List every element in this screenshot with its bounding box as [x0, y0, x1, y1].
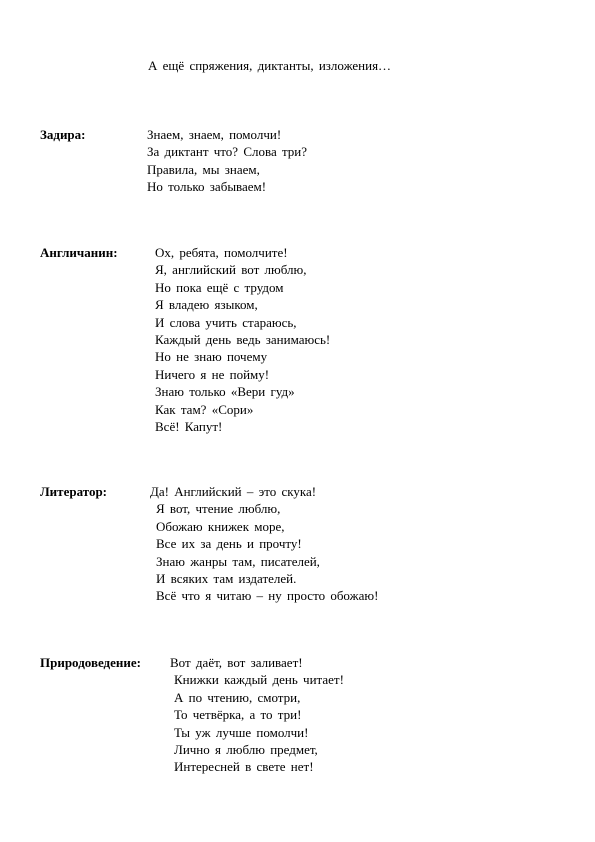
verse-line: Но только забываем!: [147, 179, 267, 195]
verse-line: Каждый день ведь занимаюсь!: [155, 332, 331, 348]
verse-lines: [147, 126, 307, 196]
verse-line: За диктант что? Слова три?: [147, 144, 308, 160]
verse-line: Я вот, чтение люблю,: [156, 501, 281, 517]
speaker-name: Задира:: [40, 127, 86, 142]
verse-line: Книжки каждый день читает!: [174, 672, 344, 688]
speaker-name: Англичанин:: [40, 245, 118, 260]
verse-line: Ох, ребята, помолчите!: [155, 245, 288, 260]
verse-line: Всё что я читаю – ну просто обожаю!: [156, 588, 379, 604]
verse-line: Все их за день и прочту!: [156, 536, 302, 552]
verse-line: Я, английский вот люблю,: [155, 262, 307, 278]
verse-line: Знаем, знаем, помолчи!: [147, 127, 282, 142]
verse-line: Лично я люблю предмет,: [174, 742, 318, 758]
verse-line: Знаю жанры там, писателей,: [156, 553, 320, 569]
verse-line: Правила, мы знаем,: [147, 161, 260, 177]
verse-line: Всё! Капут!: [155, 419, 223, 435]
verse-lines: [155, 244, 330, 435]
verse-line: Я владею языком,: [155, 297, 258, 313]
verse-line: А по чтению, смотри,: [174, 689, 301, 705]
speaker-name: Природоведение:: [40, 655, 141, 670]
verse-line: Но не знаю почему: [155, 349, 268, 365]
verse-line: Ты уж лучше помолчи!: [174, 724, 309, 740]
verse-line: Ничего я не пойму!: [155, 366, 270, 382]
verse-line: Но пока ещё с трудом: [155, 279, 284, 295]
verse-line: И слова учить стараюсь,: [155, 314, 297, 330]
verse-line: Как там? «Сори»: [155, 401, 254, 417]
verse-line: Вот даёт, вот заливает!: [170, 655, 303, 670]
document-title: А ещё спряжения, диктанты, изложения…: [148, 58, 392, 73]
verse-line: Да! Английский – это скука!: [150, 484, 317, 499]
verse-line: И всяких там издателей.: [156, 571, 297, 587]
verse-line: Обожаю книжек море,: [156, 518, 285, 534]
verse-lines: [170, 654, 344, 776]
verse-lines: [150, 483, 378, 605]
verse-line: Интересней в свете нет!: [174, 759, 314, 775]
speaker-name: Литератор:: [40, 484, 107, 499]
verse-line: Знаю только «Вери гуд»: [155, 384, 295, 400]
verse-line: То четвёрка, а то три!: [174, 707, 302, 723]
